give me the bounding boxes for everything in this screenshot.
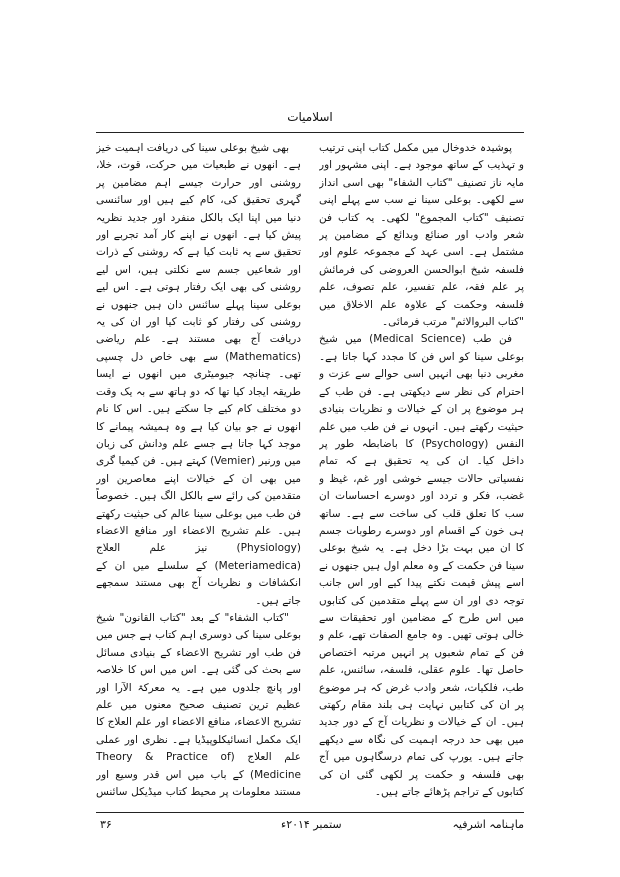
issue-date: ستمبر ۲۰۱۴ء <box>281 818 342 831</box>
paragraph: بھی شیخ بوعلی سینا کی دریافت اہمیت خیز ہے۔ انھوں نے طبعیات میں حرکت، قوت، خلا، روشنی اور حرارت جیسے اہم مضامین پر گہری تحقیق کی، کام کیے ہیں اور سائنسی دنیا میں اپنا ایک بالکل منفرد اور جدید نظریہ پیش کیا ہے۔ انھوں نے اپنے کار آمد تجربے اور تحقیق سے یہ ثابت کیا ہے کہ روشنی کے ذرات اور شعاعیں جسم سے نکلتی ہیں، اس لیے روشنی کی بھی ایک رفتار ہوتی ہے۔ اس لیے بوعلی سینا پہلے سائنس دان ہیں جنھوں نے روشنی کی رفتار کو ثابت کیا اور ان کی یہ دریافت آج بھی مستند ہے۔ علم ریاضی (Mathematics) سے بھی خاص دل چسپی تھی۔ چنانچہ جیومیٹری میں انھوں نے ایسا طریقہ ایجاد کیا تھا کہ دو ہاتھ سے بہ یک وقت دو مختلف کام کیے جا سکتے ہیں۔ اس کا نام انھوں نے جو بیان کیا ہے وہ ہمیشہ پیمانے کا موجد کہا جاتا ہے جسے علم ودانش کی زبان میں ورنیر (Vemier) کہتے ہیں۔ فن کیمیا گری میں بھی ان کے خیالات اپنے معاصرین اور متقدمین کی رائے سے بالکل الگ ہیں۔ خصوصاً فن طب میں بوعلی سینا عالم کی حیثیت رکھتے ہیں۔ علم تشریح الاعضاء اور منافع الاعضاء (Physiology) نیز علم العلاج (Meteriamedica) کے سلسلے میں ان کے انکشافات و نظریات آج بھی مستند سمجھے جاتے ہیں۔ <box>96 142 301 607</box>
page-footer <box>96 812 524 833</box>
right-column <box>319 140 524 800</box>
running-header <box>96 108 524 133</box>
article-body <box>96 140 524 800</box>
magazine-name: ماہنامہ اشرفیہ <box>452 818 524 831</box>
left-column <box>96 140 301 800</box>
paragraph: پوشیدہ خدوخال میں مکمل کتاب اپنی ترتیب و تہذیب کے ساتھ موجود ہے۔ اپنی مشہور اور مایہ ناز تصنیف "کتاب الشفاء" بھی اسی انداز سے لکھی۔ بوعلی سینا نے سب سے پہلے اپنی تصنیف "کتاب المجموع" لکھی۔ یہ کتاب فن شعر وادب اور صنائع وبدائع کے مضامین پر مشتمل ہے۔ اسی عہد کے مجموعہ علوم اور فلسفہ شیخ ابوالحسن العروضی کی فرمائش پر علم فقہ، علم تفسیر، علم تصوف، علم فلسفہ وحکمت کے علاوہ علم الاخلاق میں "کتاب البروالاثم" مرتب فرمائی۔ <box>319 142 524 329</box>
section-title: اسلامیات <box>287 110 333 124</box>
paragraph: "کتاب الشفاء" کے بعد "کتاب القانون" شیخ بوعلی سینا کی دوسری اہم کتاب ہے جس میں فن طب اور تشریح الاعضاء کے بنیادی مسائل سے بحث کی گئی ہے۔ اس میں اس کا خلاصہ اور پانچ جلدوں میں ہے۔ یہ معرکۃ الآرا اور عظیم ترین تصنیف صحیح معنوں میں علم تشریح الاعضاء، منافع الاعضاء اور علم العلاج کا ایک مکمل انسائیکلوپیڈیا ہے۔ نظری اور عملی علم العلاج (Theory & Practice of Medicine) کے باب میں اس قدر وسیع اور مستند معلومات پر محیط کتاب میڈیکل سائنس <box>96 611 301 799</box>
page-number: ۳۶ <box>100 818 112 831</box>
paragraph: فن طب (Medical Science) میں شیخ بوعلی سینا کو اس فن کا مجدد کہا جاتا ہے۔ مغربی دنیا بھی انہیں اسی حوالے سے عزت و احترام کی نظر سے دیکھتی ہے۔ فن طب کے ہر موضوع پر ان کے خیالات و نظریات بنیادی حیثیت رکھتے ہیں۔ انہوں نے فن طب میں علم النفس (Psychology) کا باضابطہ طور پر داخل کیا۔ ان کی یہ تحقیق ہے کہ تمام نفسیاتی حالات جیسے خوشی اور غم، غیظ و غضب، فکر و تردد اور دوسرے احساسات ان سب کا تعلق قلب کی ساخت سے ہے۔ ساتھ ہی خون کے اقسام اور دوسرے رطوبات جسم کا ان میں بہت بڑا دخل ہے۔ یہ شیخ بوعلی سینا فن حکمت کے وہ معلم اول ہیں جنھوں نے اسے پیش قیمت نکتے پیدا کیے اور اس جانب توجہ دی اور ان سے پہلے متقدمین کی کتابوں میں اس طرح کے مضامین اور تحقیقات سے خالی ہوتی تھیں۔ وہ جامع الصفات تھے، علم و فن کے تمام شعبوں پر انہیں مرتبہ اختصاص حاصل تھا۔ علوم عقلی، فلسفہ، سائنس، علم طب، فلکیات، شعر وادب غرض کہ ہر موضوع پر ان کی کتابیں نہایت ہی بلند مقام رکھتی ہیں۔ ان کے خیالات و نظریات آج کے دور جدید میں بھی حد درجہ اہمیت کی نگاہ سے دیکھے جاتے ہیں۔ یورپ کی تمام درسگاہوں میں آج بھی فلسفہ و حکمت پر لکھی گئی ان کی کتابوں کے تراجم پڑھائے جاتے ہیں۔ <box>319 333 524 799</box>
